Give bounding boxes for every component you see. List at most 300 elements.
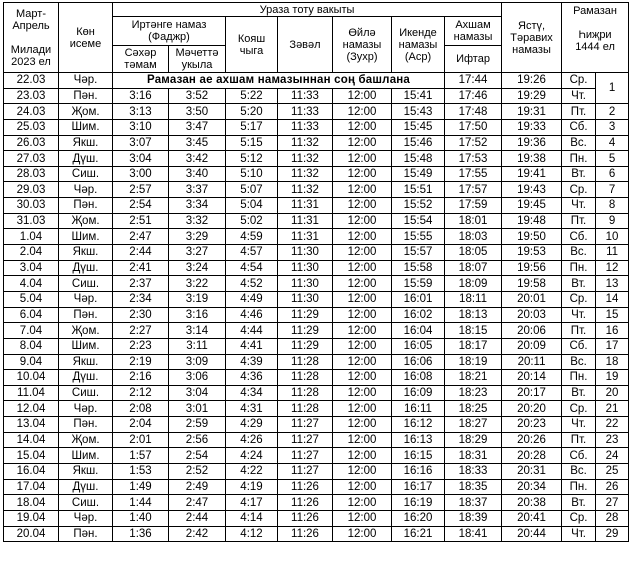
cell-sunrise: 5:12 [226,151,278,167]
table-row [4,245,629,261]
cell-date: 29.03 [4,182,59,198]
cell-iftar: 18:05 [445,245,502,261]
cell-isha: 20:41 [502,510,562,526]
cell-iftar: 18:29 [445,432,502,448]
header-ramadan [562,3,629,73]
cell-sahur: 2:30 [113,307,169,323]
cell-date: 31.03 [4,213,59,229]
cell-zawal: 11:32 [278,151,333,167]
cell-sahur: 2:04 [113,417,169,433]
cell-day: Пән. [59,307,113,323]
cell-day: Чәр. [59,510,113,526]
header-ramadan-label: Рамазан Һиҗри 1444 ел [573,5,617,53]
cell-sahur: 2:51 [113,213,169,229]
cell-isha: 19:58 [502,276,562,292]
cell-iftar: 17:46 [445,88,502,104]
cell-zuhr: 12:00 [333,245,392,261]
table-row [4,526,629,542]
cell-zuhr: 12:00 [333,448,392,464]
cell-fajr: 3:42 [169,151,226,167]
cell-asr: 15:59 [392,276,445,292]
header-asr-label: Икенде намазы (Аср) [398,26,438,63]
cell-iftar: 18:03 [445,229,502,245]
cell-zawal: 11:26 [278,495,333,511]
cell-asr: 15:54 [392,213,445,229]
cell-rd: 18 [596,354,629,370]
cell-date: 24.03 [4,104,59,120]
cell-asr: 15:51 [392,182,445,198]
cell-wd: Пн. [562,260,596,276]
cell-day: Якш. [59,354,113,370]
cell-wd: Пн. [562,370,596,386]
cell-asr: 16:17 [392,479,445,495]
cell-zawal: 11:30 [278,276,333,292]
cell-iftar: 17:44 [445,73,502,89]
header-sunrise [226,17,278,73]
cell-sunrise: 4:22 [226,464,278,480]
cell-zuhr: 12:00 [333,88,392,104]
cell-zuhr: 12:00 [333,323,392,339]
cell-iftar: 18:41 [445,526,502,542]
table-row [4,479,629,495]
cell-zuhr: 12:00 [333,104,392,120]
cell-wd: Вт. [562,166,596,182]
cell-sunrise: 4:29 [226,417,278,433]
cell-fajr: 2:47 [169,495,226,511]
cell-zuhr: 12:00 [333,432,392,448]
cell-date: 9.04 [4,354,59,370]
cell-rd: 10 [596,229,629,245]
cell-asr: 16:05 [392,338,445,354]
cell-wd: Пт. [562,213,596,229]
header-sunrise-prayer-label: Мәчеттә укыла [175,47,219,71]
header-fajr-label: Иртәнге намаз (Фаджр) [131,19,207,43]
cell-iftar: 18:09 [445,276,502,292]
cell-asr: 16:09 [392,385,445,401]
cell-rd: 26 [596,479,629,495]
cell-asr: 15:43 [392,104,445,120]
cell-zuhr: 12:00 [333,135,392,151]
cell-rd: 17 [596,338,629,354]
table-row [4,307,629,323]
cell-isha: 20:38 [502,495,562,511]
cell-day: Шим. [59,229,113,245]
cell-iftar: 17:55 [445,166,502,182]
cell-zuhr: 12:00 [333,370,392,386]
cell-zuhr: 12:00 [333,526,392,542]
cell-isha: 20:28 [502,448,562,464]
cell-zawal: 11:29 [278,307,333,323]
cell-wd: Чт. [562,417,596,433]
header-isha-label: Ястү, Тәравих намазы [510,19,553,56]
cell-asr: 16:04 [392,323,445,339]
header-sunrise-prayer [169,46,226,73]
cell-sunrise: 4:59 [226,229,278,245]
cell-zawal: 11:30 [278,260,333,276]
table-row [4,104,629,120]
cell-sunrise: 4:57 [226,245,278,261]
cell-day: Чәр. [59,291,113,307]
cell-sahur: 1:49 [113,479,169,495]
cell-fajr: 3:40 [169,166,226,182]
cell-iftar: 18:11 [445,291,502,307]
cell-rd: 27 [596,495,629,511]
cell-sahur: 1:57 [113,448,169,464]
cell-fajr: 3:50 [169,104,226,120]
cell-zawal: 11:27 [278,417,333,433]
cell-sahur: 2:34 [113,291,169,307]
cell-wd: Вт. [562,495,596,511]
cell-isha: 19:38 [502,151,562,167]
cell-sahur: 2:01 [113,432,169,448]
cell-zawal: 11:26 [278,526,333,542]
cell-rd: 3 [596,119,629,135]
cell-day: Җом. [59,432,113,448]
header-sunrise-label: Кояш чыга [237,32,266,57]
cell-wd: Пн. [562,151,596,167]
cell-sunrise: 4:36 [226,370,278,386]
prayer-timetable [3,2,629,542]
cell-zawal: 11:28 [278,370,333,386]
cell-day: Якш. [59,464,113,480]
cell-zuhr: 12:00 [333,198,392,214]
cell-wd: Чт. [562,526,596,542]
table-row [4,401,629,417]
cell-wd: Вс. [562,354,596,370]
table-row [4,370,629,386]
cell-fajr: 3:27 [169,245,226,261]
cell-day: Якш. [59,135,113,151]
cell-date: 8.04 [4,338,59,354]
cell-zawal: 11:30 [278,245,333,261]
cell-asr: 16:08 [392,370,445,386]
cell-rd: 11 [596,245,629,261]
cell-fajr: 3:11 [169,338,226,354]
cell-asr: 15:48 [392,151,445,167]
cell-day: Пән. [59,198,113,214]
cell-isha: 19:50 [502,229,562,245]
cell-isha: 19:53 [502,245,562,261]
cell-sunrise: 4:14 [226,510,278,526]
cell-isha: 20:14 [502,370,562,386]
cell-date: 10.04 [4,370,59,386]
cell-sunrise: 5:15 [226,135,278,151]
cell-iftar: 18:17 [445,338,502,354]
cell-rd: 5 [596,151,629,167]
cell-zuhr: 12:00 [333,495,392,511]
cell-asr: 15:57 [392,245,445,261]
cell-zawal: 11:31 [278,229,333,245]
header-fajr [113,17,226,46]
cell-day: Чәр. [59,401,113,417]
cell-date: 18.04 [4,495,59,511]
cell-isha: 19:45 [502,198,562,214]
cell-date: 30.03 [4,198,59,214]
cell-isha: 20:17 [502,385,562,401]
cell-isha: 20:26 [502,432,562,448]
cell-fajr: 3:01 [169,401,226,417]
cell-isha: 19:29 [502,88,562,104]
cell-date: 15.04 [4,448,59,464]
cell-sahur: 2:57 [113,182,169,198]
cell-rd: 22 [596,417,629,433]
cell-sunrise: 5:04 [226,198,278,214]
cell-fajr: 2:42 [169,526,226,542]
header-date-label: Март-Апрель Милади 2023 ел [10,7,52,68]
table-row [4,88,629,104]
cell-sunrise: 4:31 [226,401,278,417]
cell-fajr: 3:14 [169,323,226,339]
cell-wd: Ср. [562,291,596,307]
cell-sunrise: 4:54 [226,260,278,276]
cell-iftar: 18:27 [445,417,502,433]
cell-iftar: 18:23 [445,385,502,401]
cell-rd: 25 [596,464,629,480]
cell-wd: Ср. [562,401,596,417]
cell-wd: Вс. [562,245,596,261]
cell-isha: 19:36 [502,135,562,151]
cell-rd: 7 [596,182,629,198]
cell-wd: Сб. [562,448,596,464]
cell-iftar: 18:07 [445,260,502,276]
cell-date: 27.03 [4,151,59,167]
cell-day: Дүш. [59,260,113,276]
cell-day: Пән. [59,526,113,542]
table-row [4,166,629,182]
cell-asr: 15:46 [392,135,445,151]
cell-day: Пән. [59,417,113,433]
cell-date: 2.04 [4,245,59,261]
cell-sahur: 2:44 [113,245,169,261]
cell-sunrise: 5:20 [226,104,278,120]
cell-rd: 6 [596,166,629,182]
cell-date: 17.04 [4,479,59,495]
cell-date: 20.04 [4,526,59,542]
cell-sahur: 1:44 [113,495,169,511]
cell-sunrise: 4:49 [226,291,278,307]
cell-sunrise: 5:02 [226,213,278,229]
cell-iftar: 18:37 [445,495,502,511]
cell-iftar: 18:35 [445,479,502,495]
cell-fajr: 3:37 [169,182,226,198]
cell-fajr: 3:22 [169,276,226,292]
cell-sunrise: 4:41 [226,338,278,354]
cell-fajr: 3:19 [169,291,226,307]
cell-isha: 20:34 [502,479,562,495]
cell-iftar: 18:39 [445,510,502,526]
cell-day: Җом. [59,213,113,229]
header-asr [392,17,445,73]
table-row [4,495,629,511]
cell-date: 25.03 [4,119,59,135]
cell-sahur: 2:54 [113,198,169,214]
cell-sahur: 1:40 [113,510,169,526]
cell-date: 12.04 [4,401,59,417]
cell-isha: 20:23 [502,417,562,433]
cell-sahur: 2:41 [113,260,169,276]
cell-zuhr: 12:00 [333,119,392,135]
cell-asr: 16:21 [392,526,445,542]
cell-iftar: 18:13 [445,307,502,323]
cell-isha: 20:09 [502,338,562,354]
cell-rd: 29 [596,526,629,542]
cell-sunrise: 4:19 [226,479,278,495]
cell-fajr: 2:59 [169,417,226,433]
cell-day: Дүш. [59,479,113,495]
cell-asr: 16:02 [392,307,445,323]
cell-sunrise: 5:07 [226,182,278,198]
cell-iftar: 18:25 [445,401,502,417]
cell-zuhr: 12:00 [333,151,392,167]
cell-zawal: 11:30 [278,291,333,307]
cell-fajr: 3:45 [169,135,226,151]
header-iftar [445,46,502,73]
cell-fajr: 3:32 [169,213,226,229]
cell-wd: Сб. [562,229,596,245]
table-row [4,338,629,354]
cell-day: Сиш. [59,166,113,182]
cell-day: Дүш. [59,370,113,386]
cell-fajr: 3:04 [169,385,226,401]
cell-sunrise: 4:24 [226,448,278,464]
cell-zawal: 11:29 [278,338,333,354]
cell-zawal: 11:29 [278,323,333,339]
table-row [4,182,629,198]
header-iftar-label: Ифтар [456,53,490,65]
header-weekday [59,3,113,73]
table-row [4,276,629,292]
cell-fajr: 2:54 [169,448,226,464]
cell-fajr: 3:47 [169,119,226,135]
cell-day: Сиш. [59,495,113,511]
cell-asr: 15:41 [392,88,445,104]
cell-wd: Вс. [562,464,596,480]
cell-sahur: 2:19 [113,354,169,370]
cell-rd: 9 [596,213,629,229]
cell-rd: 28 [596,510,629,526]
cell-fajr: 3:09 [169,354,226,370]
cell-rd: 1 [596,73,629,104]
cell-wd: Чт. [562,198,596,214]
cell-iftar: 17:48 [445,104,502,120]
cell-zawal: 11:31 [278,198,333,214]
table-row [4,417,629,433]
cell-zuhr: 12:00 [333,166,392,182]
cell-isha: 20:01 [502,291,562,307]
table-row [4,151,629,167]
header-zawal-label: Зәвәл [289,38,321,51]
cell-isha: 19:33 [502,119,562,135]
cell-date: 19.04 [4,510,59,526]
cell-isha: 20:11 [502,354,562,370]
cell-date: 4.04 [4,276,59,292]
header-maghrib [445,17,502,46]
cell-sunrise: 4:52 [226,276,278,292]
cell-sunrise: 4:46 [226,307,278,323]
cell-sahur: 3:10 [113,119,169,135]
cell-sahur: 2:23 [113,338,169,354]
table-row [4,510,629,526]
cell-iftar: 17:57 [445,182,502,198]
cell-sunrise: 5:10 [226,166,278,182]
cell-zawal: 11:33 [278,88,333,104]
cell-iftar: 18:01 [445,213,502,229]
cell-iftar: 17:53 [445,151,502,167]
cell-isha: 19:31 [502,104,562,120]
cell-zawal: 11:28 [278,385,333,401]
cell-sunrise: 5:17 [226,119,278,135]
cell-zawal: 11:28 [278,354,333,370]
table-row [4,198,629,214]
cell-iftar: 18:21 [445,370,502,386]
header-uraza [113,3,502,17]
cell-wd: Чт. [562,88,596,104]
table-row [4,229,629,245]
cell-day: Шим. [59,448,113,464]
cell-day: Шим. [59,338,113,354]
cell-rd: 24 [596,448,629,464]
cell-wd: Вс. [562,135,596,151]
cell-sunrise: 4:26 [226,432,278,448]
timetable-body [4,73,629,542]
cell-fajr: 2:52 [169,464,226,480]
cell-asr: 16:12 [392,417,445,433]
cell-iftar: 18:33 [445,464,502,480]
table-row [4,385,629,401]
cell-zuhr: 12:00 [333,385,392,401]
cell-wd: Вт. [562,385,596,401]
cell-sunrise: 4:44 [226,323,278,339]
header-maghrib-label: Ахшам намазы [453,19,493,43]
table-row [4,354,629,370]
cell-day: Пән. [59,88,113,104]
cell-iftar: 18:15 [445,323,502,339]
cell-asr: 15:52 [392,198,445,214]
cell-zawal: 11:32 [278,166,333,182]
cell-iftar: 17:59 [445,198,502,214]
cell-sahur: 3:16 [113,88,169,104]
cell-fajr: 2:44 [169,510,226,526]
cell-asr: 16:13 [392,432,445,448]
cell-zuhr: 12:00 [333,464,392,480]
header-zawal [278,17,333,73]
cell-rd: 19 [596,370,629,386]
cell-zuhr: 12:00 [333,354,392,370]
cell-sunrise: 4:34 [226,385,278,401]
cell-fajr: 3:06 [169,370,226,386]
table-row [4,213,629,229]
cell-day: Сиш. [59,276,113,292]
cell-zawal: 11:32 [278,182,333,198]
cell-sahur: 2:37 [113,276,169,292]
cell-sahur: 3:04 [113,151,169,167]
cell-zuhr: 12:00 [333,276,392,292]
cell-isha: 20:03 [502,307,562,323]
cell-zuhr: 12:00 [333,182,392,198]
cell-asr: 15:58 [392,260,445,276]
table-row [4,260,629,276]
header-zuhr [333,17,392,73]
cell-zuhr: 12:00 [333,307,392,323]
header-zuhr-label: Өйлә намазы (Зухр) [342,26,382,63]
header-sahur [113,46,169,73]
cell-isha: 19:56 [502,260,562,276]
cell-zawal: 11:33 [278,119,333,135]
table-row [4,464,629,480]
cell-iftar: 18:19 [445,354,502,370]
cell-wd: Сб. [562,119,596,135]
cell-asr: 15:49 [392,166,445,182]
